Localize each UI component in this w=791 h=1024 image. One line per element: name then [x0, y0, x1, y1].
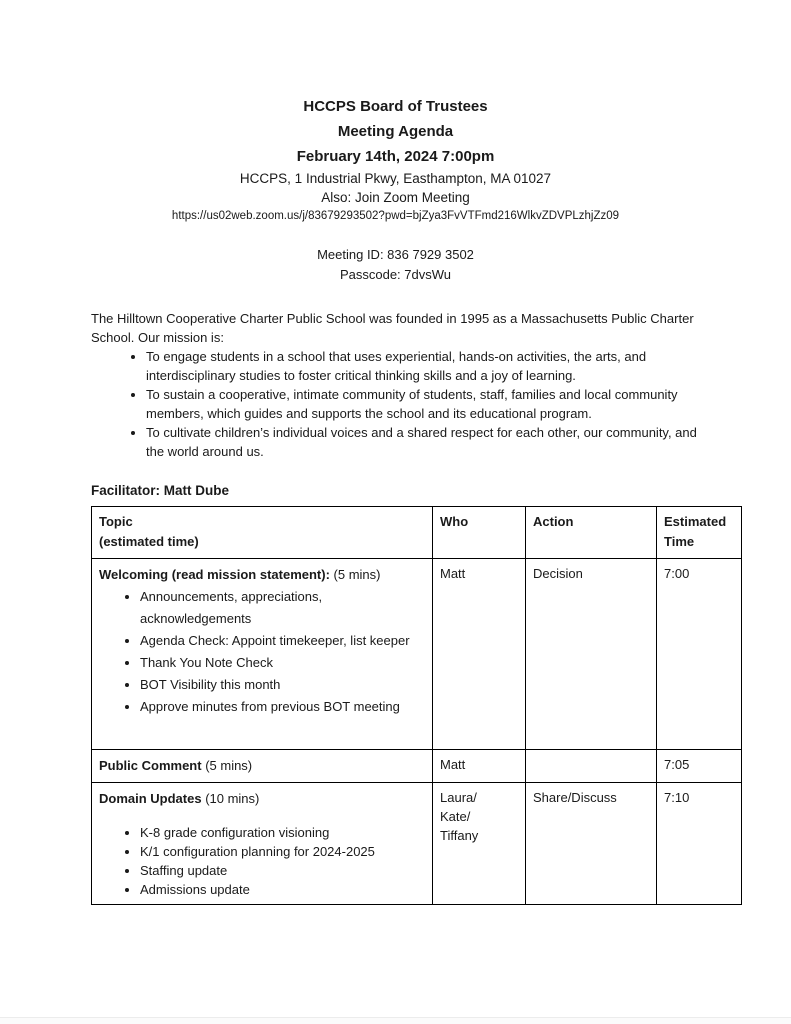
doc-location: HCCPS, 1 Industrial Pkwy, Easthampton, MA 01027 — [239, 171, 552, 186]
topic-cell — [92, 783, 433, 905]
topic-bullet-list — [99, 586, 425, 718]
doc-type-title: Meeting Agenda — [337, 123, 454, 140]
doc-org-title: HCCPS Board of Trustees — [303, 98, 488, 115]
agenda-row-public-comment — [92, 750, 742, 783]
zoom-join-label: Also: Join Zoom Meeting — [321, 190, 470, 205]
mission-section — [91, 309, 703, 461]
mission-list — [91, 347, 703, 461]
agenda-table — [91, 506, 742, 905]
agenda-header-row — [92, 507, 742, 559]
topic-bullet: • Staffing update — [140, 861, 425, 880]
document-header — [0, 94, 791, 285]
document-body — [91, 309, 727, 905]
action-cell: Decision — [526, 559, 657, 750]
meeting-passcode: Passcode: 7dvsWu — [339, 267, 452, 282]
action-cell — [526, 750, 657, 783]
who-cell: Matt — [433, 750, 526, 783]
mission-item: • To cultivate children’s individual voices and a shared respect for each other, our community, and the world around us. — [146, 423, 703, 461]
action-cell: Share/Discuss — [526, 783, 657, 905]
topic-bullet-list — [99, 823, 425, 899]
topic-title: Welcoming (read mission statement): (5 mins) — [99, 567, 381, 582]
topic-bullet: • BOT Visibility this month — [140, 674, 425, 696]
header-spacer — [0, 226, 791, 245]
who-cell: Laura/ Kate/ Tiffany — [433, 783, 526, 905]
page-bottom-edge — [0, 1017, 791, 1024]
column-header-topic: Topic (estimated time) — [92, 507, 433, 559]
topic-bullet: • K-8 grade configuration visioning — [140, 823, 425, 842]
topic-title: Public Comment (5 mins) — [99, 758, 253, 773]
column-header-time: Estimated Time — [657, 507, 742, 559]
topic-bullet: • K/1 configuration planning for 2024-2025 — [140, 842, 425, 861]
topic-bullet: • Thank You Note Check — [140, 652, 425, 674]
time-cell: 7:00 — [657, 559, 742, 750]
meeting-id: Meeting ID: 836 7929 3502 — [317, 247, 474, 262]
time-cell: 7:05 — [657, 750, 742, 783]
agenda-row-welcoming — [92, 559, 742, 750]
column-header-who: Who — [433, 507, 526, 559]
column-header-action: Action — [526, 507, 657, 559]
mission-item: • To sustain a cooperative, intimate community of students, staff, families and local community members, which guides and supports the school and its educational program. — [146, 385, 703, 423]
zoom-meeting-link[interactable]: https://us02web.zoom.us/j/83679293502?pwd=bjZya3FvVTFmd216WlkvZDVPLzhjZz09 — [171, 210, 620, 222]
topic-bullet: • Agenda Check: Appoint timekeeper, list keeper — [140, 630, 425, 652]
time-cell: 7:10 — [657, 783, 742, 905]
facilitator-line: Facilitator: Matt Dube — [91, 483, 230, 498]
topic-bullet: • Admissions update — [140, 880, 425, 899]
topic-title: Domain Updates (10 mins) — [99, 791, 260, 806]
doc-datetime: February 14th, 2024 7:00pm — [296, 148, 495, 165]
topic-bullet: • Approve minutes from previous BOT meeting — [140, 696, 425, 718]
topic-cell — [92, 559, 433, 750]
mission-item: • To engage students in a school that uses experiential, hands-on activities, the arts, and interdisciplinary studies to foster critical thinking skills and a joy of learning. — [146, 347, 703, 385]
agenda-row-domain-updates — [92, 783, 742, 905]
intro-paragraph: The Hilltown Cooperative Charter Public School was founded in 1995 as a Massachusetts Public Charter School. Our mission is: — [91, 311, 694, 345]
topic-bullet: • Announcements, appreciations, acknowledgements — [140, 586, 425, 630]
topic-cell — [92, 750, 433, 783]
who-cell: Matt — [433, 559, 526, 750]
